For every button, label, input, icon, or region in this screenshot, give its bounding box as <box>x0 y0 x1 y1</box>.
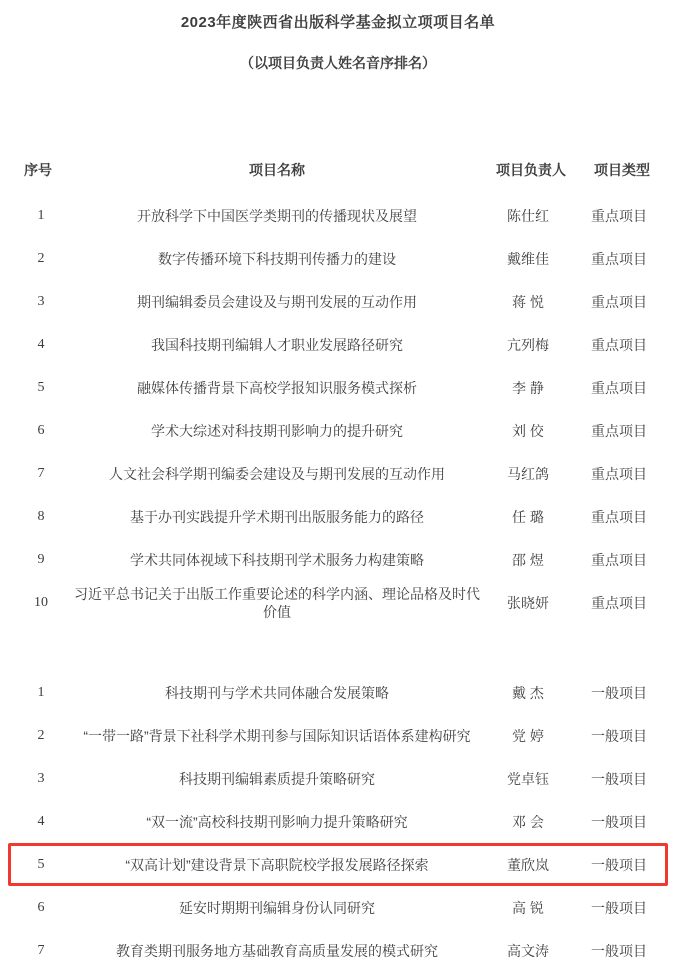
cell-leader: 任 璐 <box>512 508 544 525</box>
table-row <box>8 409 668 452</box>
cell-index: 1 <box>37 207 45 223</box>
cell-index: 10 <box>34 594 48 610</box>
cell-type: 重点项目 <box>591 508 647 525</box>
table-row <box>8 366 668 409</box>
cell-index: 5 <box>37 856 45 872</box>
cell-project-name: 数字传播环境下科技期刊传播力的建设 <box>158 250 396 267</box>
cell-type: 重点项目 <box>591 250 647 267</box>
table-row <box>8 237 668 280</box>
cell-type: 一般项目 <box>591 899 647 916</box>
cell-project-name: 教育类期刊服务地方基础教育高质量发展的模式研究 <box>116 942 438 959</box>
cell-leader: 戴维佳 <box>507 250 549 267</box>
cell-type: 一般项目 <box>591 856 647 873</box>
cell-leader: 邓 会 <box>512 813 544 830</box>
cell-leader: 张晓妍 <box>507 594 549 611</box>
table-row <box>8 929 668 972</box>
cell-leader: 亢列梅 <box>507 336 549 353</box>
cell-type: 重点项目 <box>591 465 647 482</box>
cell-index: 8 <box>37 508 45 524</box>
page-subtitle: （以项目负责人姓名音序排名） <box>240 55 436 71</box>
table-row <box>8 452 668 495</box>
cell-leader: 高文涛 <box>507 942 549 959</box>
cell-index: 1 <box>37 684 45 700</box>
cell-project-name: 学术大综述对科技期刊影响力的提升研究 <box>151 422 403 439</box>
cell-leader: 马红鸽 <box>507 465 549 482</box>
table-header-row <box>8 160 668 180</box>
cell-index: 5 <box>37 379 45 395</box>
cell-project-name: 人文社会科学期刊编委会建设及与期刊发展的互动作用 <box>109 465 445 482</box>
cell-index: 6 <box>37 422 45 438</box>
header-index: 序号 <box>24 162 52 178</box>
cell-leader: 高 锐 <box>512 899 544 916</box>
highlighted-row <box>8 843 668 886</box>
cell-project-name: 融媒体传播背景下高校学报知识服务模式探析 <box>137 379 417 396</box>
cell-type: 一般项目 <box>591 770 647 787</box>
cell-index: 4 <box>37 336 45 352</box>
table-row <box>8 581 668 624</box>
cell-index: 7 <box>37 465 45 481</box>
project-table <box>0 160 676 972</box>
cell-leader: 戴 杰 <box>512 684 544 701</box>
cell-leader: 李 静 <box>512 379 544 396</box>
cell-index: 3 <box>37 293 45 309</box>
table-row <box>8 886 668 929</box>
table-row <box>8 757 668 800</box>
cell-type: 一般项目 <box>591 942 647 959</box>
header-type: 项目类型 <box>594 162 650 178</box>
cell-type: 重点项目 <box>591 336 647 353</box>
cell-leader: 刘 佼 <box>512 422 544 439</box>
table-row <box>8 194 668 237</box>
cell-leader: 党卓钰 <box>507 770 549 787</box>
cell-project-name: “一带一路”背景下社科学术期刊参与国际知识话语体系建构研究 <box>83 727 471 744</box>
cell-leader: 蒋 悦 <box>512 293 544 310</box>
cell-type: 重点项目 <box>591 551 647 568</box>
cell-project-name: 我国科技期刊编辑人才职业发展路径研究 <box>151 336 403 353</box>
cell-type: 重点项目 <box>591 207 647 224</box>
cell-index: 7 <box>37 942 45 958</box>
cell-project-name: 习近平总书记关于出版工作重要论述的科学内涵、理论品格及时代价值 <box>74 585 480 620</box>
cell-leader: 董欣岚 <box>507 856 549 873</box>
header-leader: 项目负责人 <box>496 162 566 178</box>
cell-leader: 邵 煜 <box>512 551 544 568</box>
table-row <box>8 714 668 757</box>
cell-type: 一般项目 <box>591 727 647 744</box>
cell-index: 3 <box>37 770 45 786</box>
cell-project-name: 学术共同体视域下科技期刊学术服务力构建策略 <box>130 551 424 568</box>
cell-type: 一般项目 <box>591 684 647 701</box>
cell-index: 4 <box>37 813 45 829</box>
cell-project-name: 开放科学下中国医学类期刊的传播现状及展望 <box>137 207 417 224</box>
cell-project-name: 科技期刊编辑素质提升策略研究 <box>179 770 375 787</box>
header-project-name: 项目名称 <box>249 162 305 178</box>
cell-project-name: “双一流”高校科技期刊影响力提升策略研究 <box>146 813 408 830</box>
cell-type: 重点项目 <box>591 422 647 439</box>
cell-index: 6 <box>37 899 45 915</box>
table-row <box>8 671 668 714</box>
cell-index: 2 <box>37 250 45 266</box>
cell-index: 9 <box>37 551 45 567</box>
cell-leader: 党 婷 <box>512 727 544 744</box>
table-row <box>8 800 668 843</box>
cell-project-name: 期刊编辑委员会建设及与期刊发展的互动作用 <box>137 293 417 310</box>
cell-project-name: 基于办刊实践提升学术期刊出版服务能力的路径 <box>130 508 424 525</box>
cell-project-name: “双高计划”建设背景下高职院校学报发展路径探索 <box>125 856 429 873</box>
table-row <box>8 495 668 538</box>
cell-index: 2 <box>37 727 45 743</box>
cell-type: 重点项目 <box>591 594 647 611</box>
page-title: 2023年度陕西省出版科学基金拟立项项目名单 <box>180 14 496 31</box>
table-body <box>8 194 668 972</box>
table-section <box>8 671 668 972</box>
table-row <box>8 323 668 366</box>
cell-type: 一般项目 <box>591 813 647 830</box>
table-row <box>8 280 668 323</box>
cell-type: 重点项目 <box>591 293 647 310</box>
table-section <box>8 194 668 624</box>
cell-project-name: 科技期刊与学术共同体融合发展策略 <box>165 684 389 701</box>
cell-type: 重点项目 <box>591 379 647 396</box>
cell-leader: 陈仕红 <box>507 207 549 224</box>
table-row <box>8 538 668 581</box>
cell-project-name: 延安时期期刊编辑身份认同研究 <box>179 899 375 916</box>
